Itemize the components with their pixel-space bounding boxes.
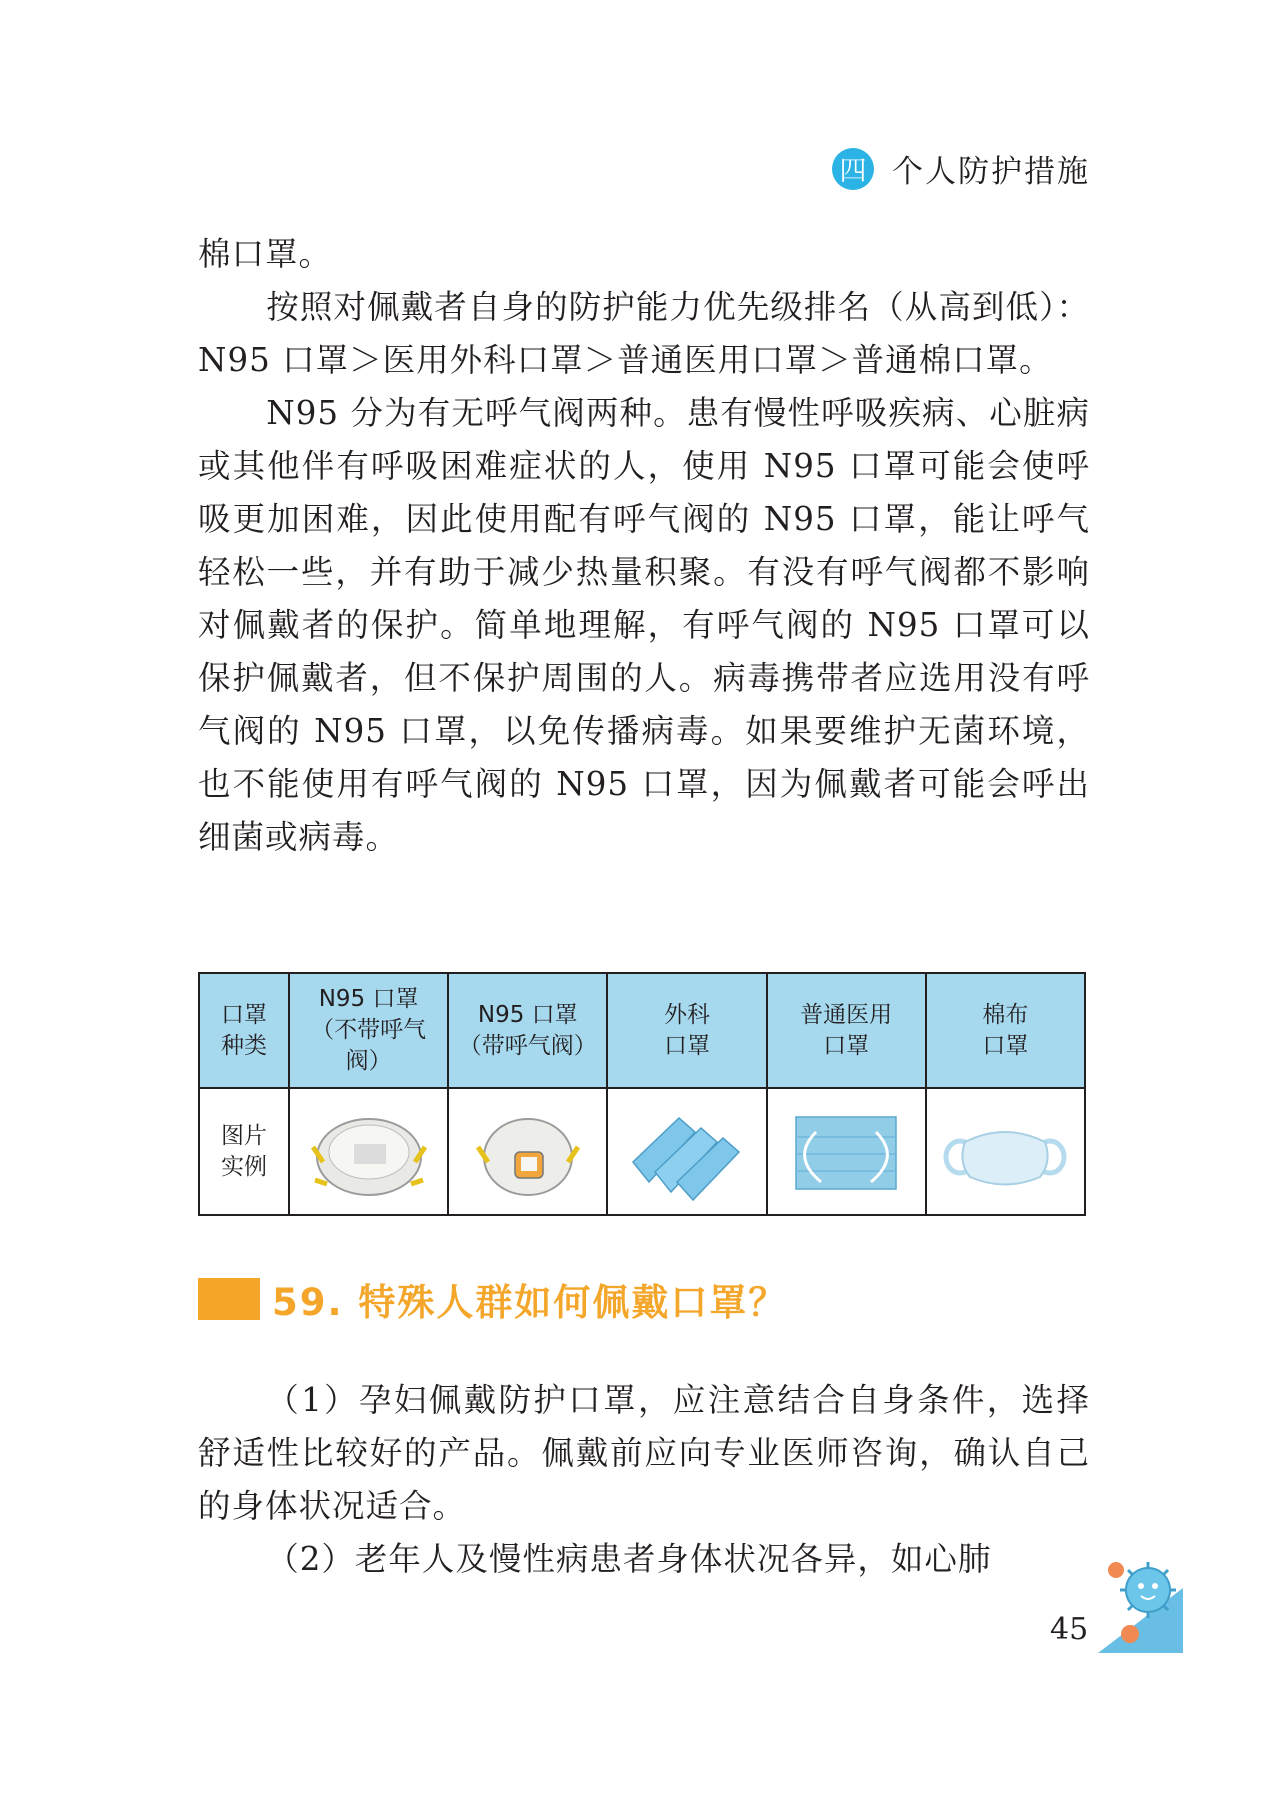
chapter-header (832, 146, 1090, 191)
page-number: 45 (1050, 1612, 1089, 1647)
cotton-mask-icon (940, 1102, 1070, 1202)
section-accent-bar (198, 1278, 260, 1320)
cell-n95 (289, 1088, 448, 1215)
table-header-row (199, 973, 1085, 1088)
medical-mask-icon (786, 1102, 906, 1202)
cell-cotton (926, 1088, 1085, 1215)
cell-n95-valve (448, 1088, 607, 1215)
row-header-image: 图片 实例 (199, 1088, 289, 1215)
cell-medical (767, 1088, 926, 1215)
n95-mask-icon (299, 1102, 439, 1202)
chapter-title: 个人防护措施 (892, 154, 1090, 190)
col-header-medical: 普通医用 口罩 (767, 973, 926, 1088)
col-header-cotton: 棉布 口罩 (926, 973, 1085, 1088)
col-header-n95-valve: N95 口罩 （带呼气阀） (448, 973, 607, 1088)
n95-valve-mask-icon (468, 1102, 588, 1202)
cell-surgical (607, 1088, 766, 1215)
col-header-surgical: 外科 口罩 (607, 973, 766, 1088)
paragraph-elderly: （2）老年人及慢性病患者身体状况各异，如心肺 (266, 1540, 992, 1578)
body-text-top (198, 228, 1090, 864)
surgical-mask-icon (627, 1102, 747, 1202)
col-header-n95: N95 口罩 （不带呼气阀） (289, 973, 448, 1088)
table-image-row (199, 1088, 1085, 1215)
paragraph-pregnant: （1）孕妇佩戴防护口罩，应注意结合自身条件，选择舒适性比较好的产品。佩戴前应向专业医师咨询，确认自己的身体状况适合。 (198, 1381, 1090, 1525)
section-heading (198, 1272, 787, 1326)
body-text-bottom (198, 1374, 1090, 1586)
section-title: 59. 特殊人群如何佩戴口罩？ (272, 1281, 788, 1324)
paragraph-n95-valve: N95 分为有无呼气阀两种。患有慢性呼吸疾病、心脏病或其他伴有呼吸困难症状的人，使用 N95 口罩可能会使呼吸更加困难，因此使用配有呼气阀的 N95 口罩，能让呼气轻松一些，并有助于减少热量积聚。有没有呼气阀都不影响对佩戴者的保护。简单地理解，有呼气阀的 N95 口罩可以保护佩戴者，但不保护周围的人。病毒携带者应选用没有呼气阀的 N95 口罩，以免传播病毒。如果要维护无菌环境，也不能使用有呼气阀的 N95 口罩，因为佩戴者可能会呼出细菌或病毒。 (198, 394, 1090, 856)
row-header-type: 口罩 种类 (199, 973, 289, 1088)
mask-comparison-table (198, 972, 1086, 1216)
paragraph-continuation: 棉口罩。 (198, 235, 333, 273)
virus-icon (1078, 1548, 1188, 1658)
chapter-badge: 四 (832, 148, 874, 190)
paragraph-ranking: 按照对佩戴者自身的防护能力优先级排名（从高到低）：N95 口罩＞医用外科口罩＞普通医用口罩＞普通棉口罩。 (198, 288, 1090, 379)
virus-decoration (1078, 1548, 1188, 1658)
